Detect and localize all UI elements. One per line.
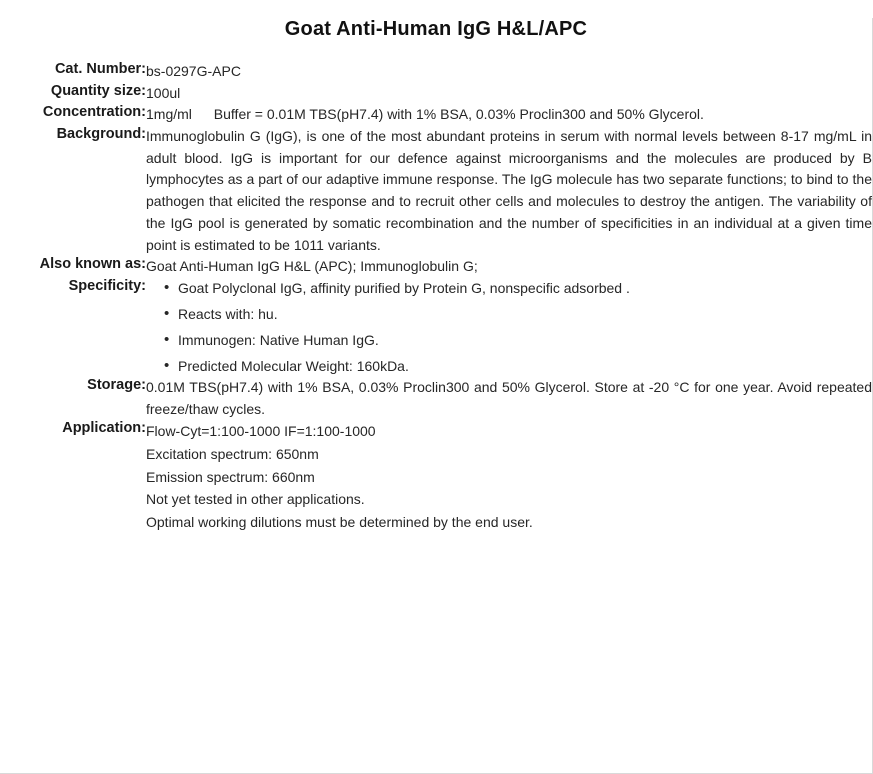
application-line: Not yet tested in other applications. [146,491,365,508]
table-row-application [0,420,872,533]
specification-table [0,61,872,534]
datasheet-page [0,18,873,774]
table-row-cat-number [0,61,872,83]
table-row-also-known-as [0,256,872,278]
application-line: Flow-Cyt=1:100-1000 IF=1:100-1000 [146,423,376,440]
field-value-quantity-size: 100ul [146,84,181,101]
application-line: Emission spectrum: 660nm [146,468,315,485]
table-row-concentration [0,104,872,126]
field-value-concentration [146,104,872,126]
field-label-cat-number: Cat. Number: [54,61,146,77]
field-label-concentration: Concentration: [42,104,146,121]
field-value-storage: 0.01M TBS(pH7.4) with 1% BSA, 0.03% Proclin300 and 50% Glycerol. Store at -20 °C for one year. Avoid repeated freeze/thaw cycles. [146,378,872,417]
field-value-also-known-as: Goat Anti-Human IgG H&L (APC); Immunoglobulin G; [146,258,478,275]
field-label-application: Application: [62,420,146,437]
field-label-specificity: Specificity: [68,277,146,294]
field-label-also-known-as: Also known as: [39,256,146,273]
field-value-application [146,420,872,533]
table-row-storage [0,377,872,420]
field-value-specificity [146,278,872,377]
field-label-storage: Storage: [87,376,146,393]
specificity-list [146,278,872,377]
application-line: Optimal working dilutions must be determined by the end user. [146,513,533,530]
page-title: Goat Anti-Human IgG H&L/APC [284,18,588,40]
field-label-quantity-size: Quantity size: [50,82,146,99]
list-item: • Reacts with: hu. [164,304,872,325]
list-item: • Predicted Molecular Weight: 160kDa. [164,356,872,377]
application-line: Excitation spectrum: 650nm [146,445,319,462]
table-row-background [0,126,872,256]
table-row-quantity-size [0,83,872,105]
field-value-background: Immunoglobulin G (IgG), is one of the most abundant proteins in serum with normal levels between 8-17 mg/mL in adult blood. IgG is important for our defence against microorganisms and the molecules are produced by B lymphocytes as a part of our adaptive immune response. The IgG molecule has two separate functions; to bind to the pathogen that elicited the response and to recruit other cells and molecules to destroy the antigen. The variability of the IgG pool is generated by somatic recombination and the number of specificities in an individual at a given time point is estimated to be 1011 variants. [146,128,872,253]
list-item: • Immunogen: Native Human IgG. [164,330,872,351]
list-item: • Goat Polyclonal IgG, affinity purified by Protein G, nonspecific adsorbed . [164,278,872,299]
table-row-specificity [0,278,872,377]
field-value-cat-number: bs-0297G-APC [146,63,241,79]
concentration-amount: 1mg/ml [146,106,192,123]
field-label-background: Background: [56,126,146,143]
concentration-buffer: Buffer = 0.01M TBS(pH7.4) with 1% BSA, 0.03% Proclin300 and 50% Glycerol. [213,106,704,123]
